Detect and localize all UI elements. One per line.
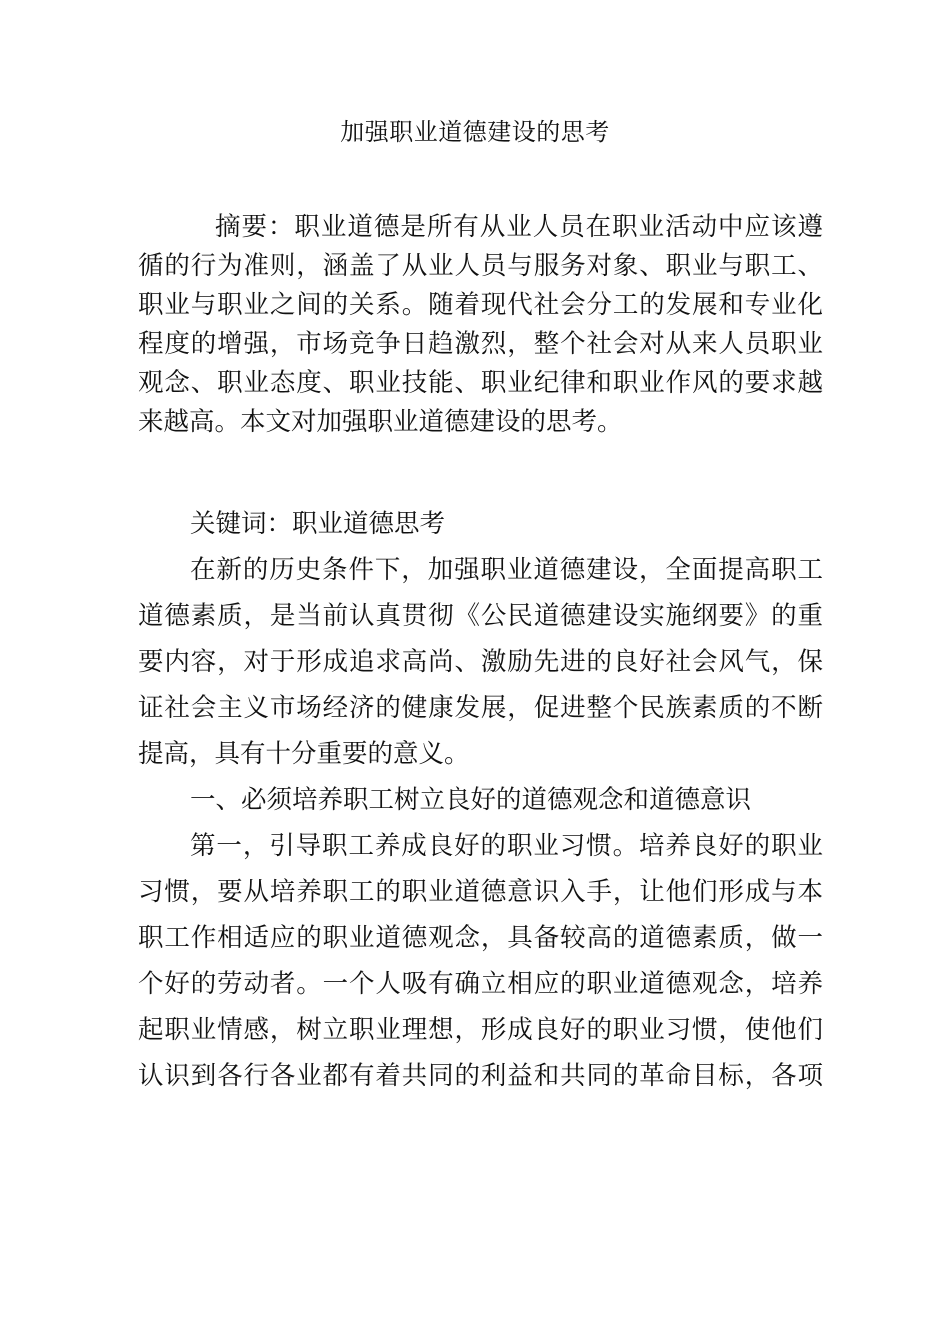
abstract-line: 来越高。本文对加强职业道德建设的思考。 (138, 407, 623, 437)
abstract-line: 摘要：职业道德是所有从业人员在职业活动中应该遵 (215, 212, 823, 242)
paragraph-line: 要内容，对于形成追求高尚、激励先进的良好社会风气，保 (138, 647, 823, 677)
paragraph-line: 第一，引导职工养成良好的职业习惯。培养良好的职业 (190, 831, 823, 861)
paragraph-line: 习惯，要从培养职工的职业道德意识入手，让他们形成与本 (138, 877, 823, 907)
paragraph-line: 认识到各行各业都有着共同的利益和共同的革命目标，各项 (138, 1061, 823, 1091)
paragraph-line: 证社会主义市场经济的健康发展，促进整个民族素质的不断 (138, 693, 823, 723)
paragraph-line: 起职业情感，树立职业理想，形成良好的职业习惯，使他们 (138, 1015, 823, 1045)
keywords-line: 关键词：职业道德思考 (190, 509, 446, 539)
paragraph-line: 道德素质，是当前认真贯彻《公民道德建设实施纲要》的重 (138, 601, 823, 631)
abstract-line: 职业与职业之间的关系。随着现代社会分工的发展和专业化 (138, 290, 823, 320)
abstract-line: 循的行为准则，涵盖了从业人员与服务对象、职业与职工、 (138, 251, 823, 281)
paragraph-line: 个好的劳动者。一个人吸有确立相应的职业道德观念，培养 (138, 969, 823, 999)
section-heading: 一、必须培养职工树立良好的道德观念和道德意识 (190, 785, 752, 815)
paragraph-line: 提高，具有十分重要的意义。 (138, 739, 470, 769)
paragraph-line: 职工作相适应的职业道德观念，具备较高的道德素质，做一 (138, 923, 823, 953)
abstract-line: 程度的增强，市场竞争日趋激烈，整个社会对从来人员职业 (138, 329, 823, 359)
paragraph-line: 在新的历史条件下，加强职业道德建设，全面提高职工 (190, 555, 823, 585)
document-title: 加强职业道德建设的思考 (340, 118, 610, 146)
abstract-line: 观念、职业态度、职业技能、职业纪律和职业作风的要求越 (138, 368, 823, 398)
